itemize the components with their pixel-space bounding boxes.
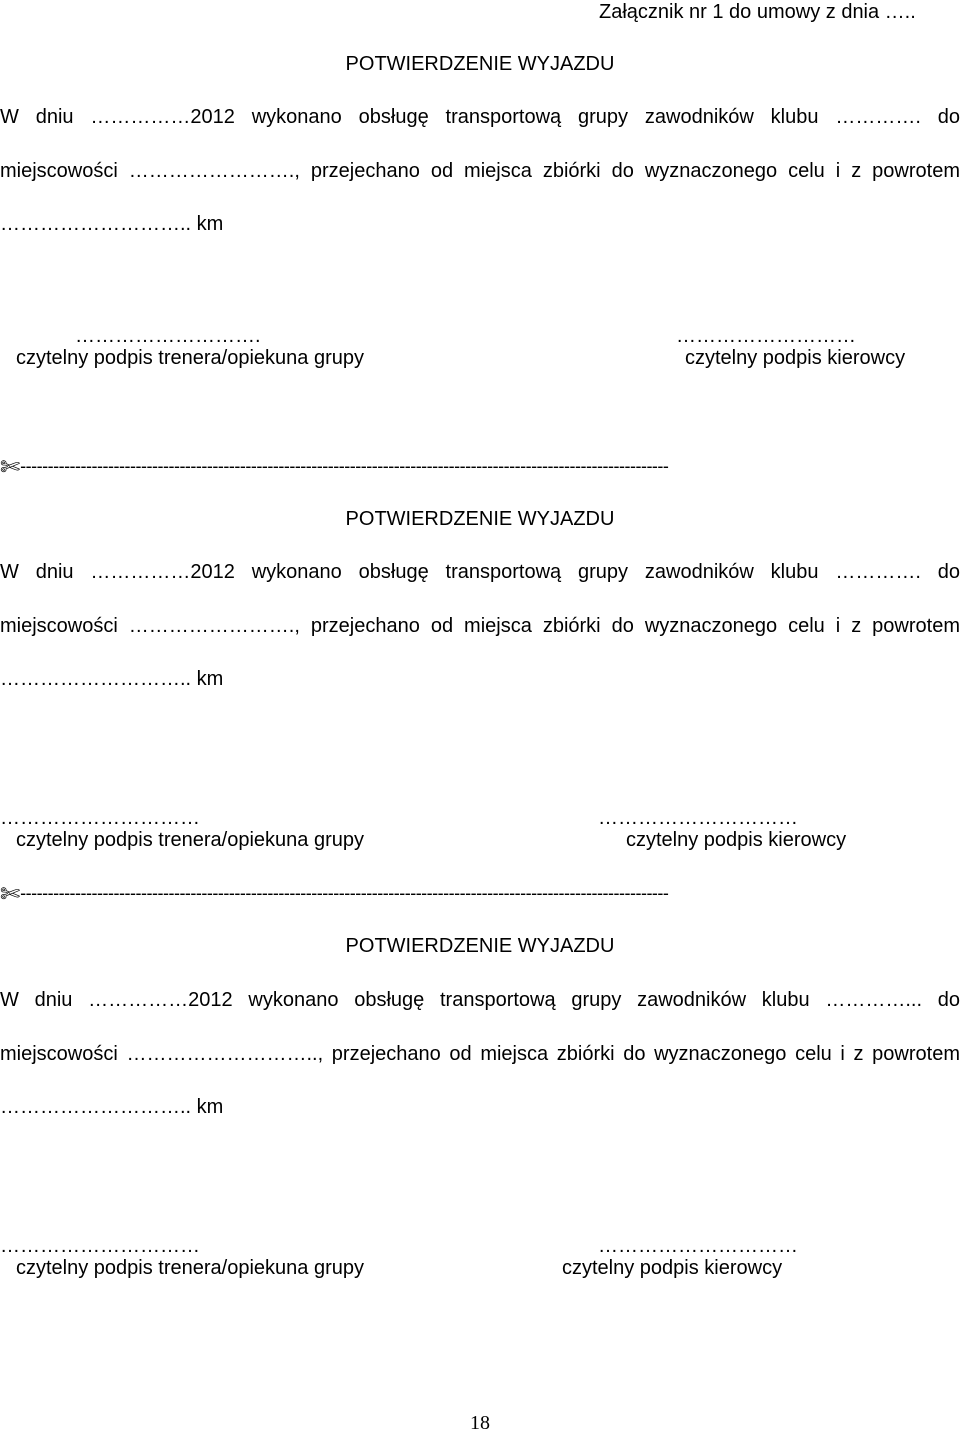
cut-line-1 <box>0 455 668 479</box>
section-3-line-2: miejscowości ……………………….., przejechano od miejsca zbiórki do wyznaczonego celu i z powrotem <box>0 1043 960 1065</box>
section-2-line-2: miejscowości ……………………., przejechano od miejsca zbiórki do wyznaczonego celu i z powrotem <box>0 615 960 637</box>
section-1-line-2: miejscowości ……………………., przejechano od miejsca zbiórki do wyznaczonego celu i z powrotem <box>0 160 960 182</box>
section-3-line-3: ……………………….. km <box>0 1096 224 1118</box>
section-2-sig-left-label: czytelny podpis trenera/opiekuna grupy <box>16 829 364 851</box>
section-1-sig-right-label: czytelny podpis kierowcy <box>685 347 906 369</box>
section-3-sig-right-label: czytelny podpis kierowcy <box>562 1257 783 1279</box>
cut-line-dashes: ---------------------------------------------------------------------------------------------------------------------- <box>20 456 669 476</box>
section-2-line-1: W dniu ……………2012 wykonano obsługę transportową grupy zawodników klubu …………. do <box>0 561 960 583</box>
section-1-title: POTWIERDZENIE WYJAZDU <box>345 53 615 75</box>
section-3-sig-left-dots: ………………………… <box>0 1235 200 1257</box>
section-1-line-3: ……………………….. km <box>0 213 224 235</box>
section-3-sig-right-dots: ………………………… <box>598 1235 798 1257</box>
section-3-sig-left-label: czytelny podpis trenera/opiekuna grupy <box>16 1257 364 1279</box>
section-3-line-1: W dniu ……………2012 wykonano obsługę transportową grupy zawodników klubu …………... do <box>0 989 960 1011</box>
annex-header: Załącznik nr 1 do umowy z dnia ….. <box>599 1 916 23</box>
section-2-sig-right-dots: ………………………… <box>598 807 798 829</box>
scissors-icon: ✄ <box>0 453 21 481</box>
section-1-sig-right-dots: ……………………… <box>676 325 856 347</box>
cut-line-dashes: ---------------------------------------------------------------------------------------------------------------------- <box>20 883 669 903</box>
section-2-sig-left-dots: ………………………… <box>0 807 200 829</box>
cut-line-2 <box>0 882 668 906</box>
page-number: 18 <box>470 1412 490 1434</box>
section-1-sig-left-label: czytelny podpis trenera/opiekuna grupy <box>16 347 364 369</box>
section-2-sig-right-label: czytelny podpis kierowcy <box>626 829 847 851</box>
section-2-title: POTWIERDZENIE WYJAZDU <box>345 508 615 530</box>
section-3-title: POTWIERDZENIE WYJAZDU <box>345 935 615 957</box>
scissors-icon: ✄ <box>0 880 21 908</box>
section-2-line-3: ……………………….. km <box>0 668 224 690</box>
section-1-sig-left-dots: ………………………. <box>75 325 261 347</box>
section-1-line-1: W dniu ……………2012 wykonano obsługę transportową grupy zawodników klubu …………. do <box>0 106 960 128</box>
